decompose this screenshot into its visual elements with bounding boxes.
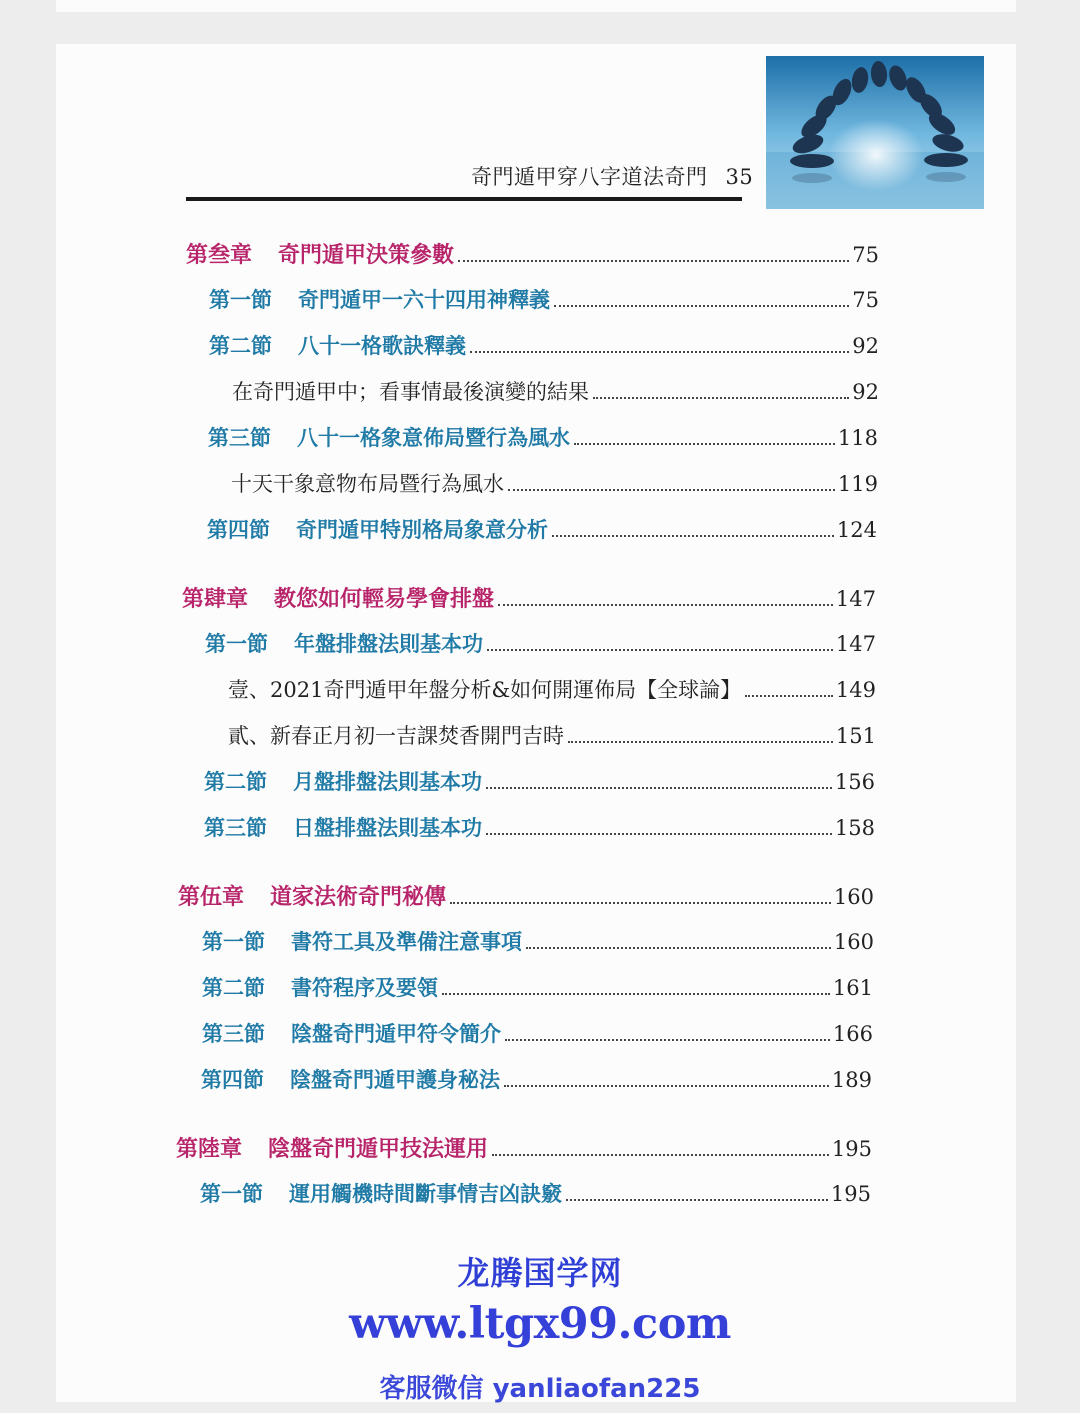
- section-label: 第一節: [202, 929, 265, 954]
- page-number: 118: [837, 426, 878, 450]
- chapter-label: 第陸章: [176, 1136, 243, 1162]
- toc-ch3-section-4[interactable]: [207, 514, 877, 546]
- section-label: 第二節: [204, 769, 267, 794]
- dot-leader: [566, 1199, 828, 1201]
- toc-ch3-section-3[interactable]: [208, 422, 878, 454]
- page-number: 156: [834, 770, 875, 794]
- dot-leader: [470, 351, 849, 353]
- chapter-label: 第伍章: [178, 884, 245, 910]
- toc-chapter-6[interactable]: [176, 1132, 872, 1164]
- toc-chapter-5[interactable]: [178, 880, 874, 912]
- table-of-contents: [56, 44, 1016, 1402]
- section-title: 年盤排盤法則基本功: [294, 631, 483, 656]
- dot-leader: [568, 741, 833, 743]
- dot-leader: [498, 604, 833, 606]
- chapter-title: 道家法術奇門秘傳: [270, 884, 447, 910]
- chapter-title: 奇門遁甲決策參數: [278, 242, 455, 268]
- section-label: 第三節: [202, 1021, 265, 1046]
- section-title: 陰盤奇門遁甲護身秘法: [290, 1067, 500, 1092]
- subsection-title: 貳、新春正月初一吉課焚香開門吉時: [228, 724, 564, 748]
- section-title: 日盤排盤法則基本功: [293, 815, 482, 840]
- page-number: 161: [832, 976, 873, 1000]
- dot-leader: [486, 787, 832, 789]
- section-title: 書符工具及準備注意事項: [291, 929, 522, 954]
- toc-ch4-section-2[interactable]: [204, 766, 875, 798]
- chapter-label: 第叁章: [186, 242, 253, 268]
- toc-chapter-4[interactable]: [182, 582, 876, 614]
- dot-leader: [526, 947, 831, 949]
- section-title: 運用觸機時間斷事情吉凶訣竅: [289, 1181, 562, 1206]
- page-number: 75: [852, 243, 879, 267]
- dot-leader: [442, 993, 830, 995]
- subsection-title: 十天干象意物布局暨行為風水: [231, 472, 504, 496]
- section-title: 八十一格歌訣釋義: [298, 333, 466, 358]
- page-number: 147: [835, 587, 876, 611]
- toc-ch6-section-1[interactable]: [200, 1178, 871, 1210]
- section-label: 第二節: [202, 975, 265, 1000]
- section-label: 第四節: [207, 517, 270, 542]
- subsection-title: 壹、2021奇門遁甲年盤分析&如何開運佈局【全球論】: [228, 678, 742, 702]
- dot-leader: [450, 902, 831, 904]
- section-title: 八十一格象意佈局暨行為風水: [297, 425, 570, 450]
- page-number: 195: [830, 1182, 871, 1206]
- page-number: 119: [837, 472, 878, 496]
- watermark-url[interactable]: www.ltgx99.com: [349, 1299, 731, 1349]
- toc-ch3-section-1[interactable]: [209, 284, 879, 316]
- page-number: 151: [835, 724, 876, 748]
- toc-ch3-section-2[interactable]: [209, 330, 879, 362]
- toc-ch4-section-1[interactable]: [205, 628, 876, 660]
- chapter-label: 第肆章: [182, 586, 249, 612]
- section-title: 月盤排盤法則基本功: [293, 769, 482, 794]
- book-page: [56, 44, 1016, 1402]
- dot-leader: [574, 443, 835, 445]
- dot-leader: [593, 397, 849, 399]
- toc-ch4-subsection[interactable]: [228, 720, 876, 752]
- page-number: 166: [832, 1022, 873, 1046]
- dot-leader: [492, 1154, 829, 1156]
- section-label: 第一節: [200, 1181, 263, 1206]
- toc-ch5-section-4[interactable]: [201, 1064, 872, 1096]
- page-number: 75: [852, 288, 879, 312]
- toc-ch4-section-3[interactable]: [204, 812, 875, 844]
- dot-leader: [552, 535, 834, 537]
- dot-leader: [486, 833, 832, 835]
- page-number: 92: [852, 380, 879, 404]
- subsection-title: 在奇門遁甲中；看事情最後演變的結果: [232, 380, 589, 404]
- previous-page-edge: [56, 0, 1016, 12]
- section-label: 第四節: [201, 1067, 264, 1092]
- dot-leader: [508, 489, 835, 491]
- dot-leader: [504, 1085, 829, 1087]
- dot-leader: [505, 1039, 830, 1041]
- page-number: 195: [831, 1137, 872, 1161]
- section-label: 第一節: [205, 631, 268, 656]
- dot-leader: [487, 649, 833, 651]
- section-title: 奇門遁甲一六十四用神釋義: [298, 287, 550, 312]
- dot-leader: [458, 260, 849, 262]
- section-title: 書符程序及要領: [291, 975, 438, 1000]
- chapter-title: 陰盤奇門遁甲技法運用: [268, 1136, 489, 1162]
- page-number: 124: [836, 518, 877, 542]
- section-label: 第一節: [209, 287, 272, 312]
- toc-ch3-subsection[interactable]: [231, 468, 878, 500]
- toc-ch5-section-3[interactable]: [202, 1018, 873, 1050]
- section-title: 奇門遁甲特別格局象意分析: [296, 517, 548, 542]
- toc-ch3-subsection[interactable]: [232, 376, 879, 408]
- page-number: 189: [831, 1068, 872, 1092]
- section-title: 陰盤奇門遁甲符令簡介: [291, 1021, 501, 1046]
- page-number: 149: [835, 678, 876, 702]
- watermark-contact: 客服微信 yanliaofan225: [379, 1374, 701, 1404]
- page-number: 160: [833, 885, 874, 909]
- page-number: 160: [833, 930, 874, 954]
- section-label: 第二節: [209, 333, 272, 358]
- header-page-number: 35: [725, 165, 754, 189]
- header-title: 奇門遁甲穿八字道法奇門: [471, 165, 708, 189]
- toc-chapter-3[interactable]: [186, 238, 879, 270]
- dot-leader: [745, 695, 833, 697]
- page-number: 158: [834, 816, 875, 840]
- page-number: 147: [835, 632, 876, 656]
- section-label: 第三節: [204, 815, 267, 840]
- toc-ch5-section-1[interactable]: [202, 926, 874, 958]
- chapter-title: 教您如何輕易學會排盤: [274, 586, 495, 612]
- toc-ch5-section-2[interactable]: [202, 972, 873, 1004]
- dot-leader: [554, 305, 849, 307]
- section-label: 第三節: [208, 425, 271, 450]
- page-number: 92: [852, 334, 879, 358]
- watermark-site-name: 龙腾国学网: [457, 1254, 623, 1292]
- toc-ch4-subsection[interactable]: [228, 674, 876, 706]
